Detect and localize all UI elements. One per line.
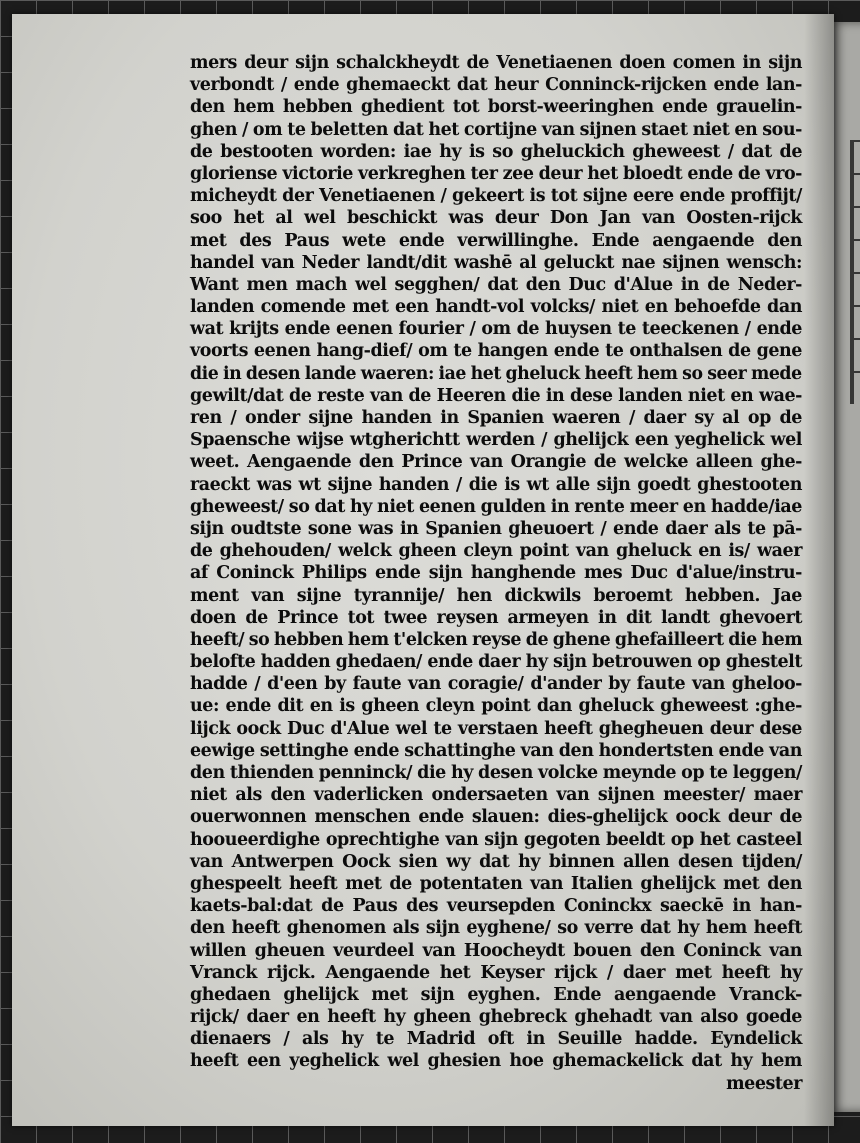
text-line: met des Paus wete ende verwillinghe. Ende aengaende den [190, 230, 802, 251]
adjacent-page-glyph [850, 140, 860, 173]
text-line: handel van Neder landt/dit washē al geluckt nae sijnen wensch: [190, 252, 802, 273]
text-line: eewige settinghe ende schattinghe van den hondertsten ende van [190, 740, 802, 761]
adjacent-page-glyph [850, 272, 860, 305]
text-line: af Coninck Philips ende sijn hanghende mes Duc d'alue/instru- [190, 563, 802, 584]
text-line: belofte hadden ghedaen/ ende daer hy sijn betrouwen op ghestelt [190, 652, 802, 673]
text-line: rijck/ daer en heeft hy gheen ghebreck ghehadt van also goede [190, 1007, 802, 1028]
adjacent-page-glyph [850, 371, 860, 404]
text-line: van Antwerpen Oock sien wy dat hy binnen allen desen tijden/ [190, 851, 802, 872]
text-line: sijn oudtste sone was in Spanien gheuoert / ende daer als te pā- [190, 518, 802, 539]
text-line: hadde / d'een by faute van coragie/ d'ander by faute van gheloo- [190, 674, 802, 695]
text-line: Spaensche wijse wtgherichtt werden / ghelijck een yeghelick wel [190, 430, 802, 451]
text-line: doen de Prince tot twee reysen armeyen in dit landt ghevoert [190, 607, 802, 628]
text-line: den heeft ghenomen als sijn eyghene/ so verre dat hy hem heeft [190, 918, 802, 939]
text-line: niet als den vaderlicken ondersaeten van sijnen meester/ maer [190, 785, 802, 806]
text-line: willen gheuen veurdeel van Hoocheydt bouen den Coninck van [190, 940, 802, 961]
text-line: weet. Aengaende den Prince van Orangie de welcke alleen ghe- [190, 452, 802, 473]
text-line: gewilt/dat de reste van de Heeren die in dese landen niet en wae- [190, 385, 802, 406]
text-line: den hem hebben ghedient tot borst-weeringhen ende grauelin- [190, 97, 802, 118]
text-line: ghespeelt heeft met de potentaten van Italien ghelijck met den [190, 873, 802, 894]
text-line: verbondt / ende ghemaeckt dat heur Conninck-rijcken ende lan- [190, 75, 802, 96]
text-line: kaets-bal:dat de Paus des veursepden Coninckx saeckē in han- [190, 896, 802, 917]
text-line: de bestooten worden: iae hy is so gheluckich gheweest / dat de [190, 141, 802, 162]
text-line: gloriense victorie verkreghen ter zee deur het bloedt ende de vro- [190, 163, 802, 184]
text-line: ghedaen ghelijck met sijn eyghen. Ende aengaende Vranck- [190, 984, 802, 1005]
text-line: die in desen lande waeren: iae het gheluck heeft hem so seer mede [190, 363, 802, 384]
text-line: Vranck rijck. Aengaende het Keyser rijck / daer met heeft hy [190, 962, 802, 983]
text-line: Want men mach wel segghen/ dat den Duc d'Alue in de Neder- [190, 274, 802, 295]
adjacent-page-glyph [850, 206, 860, 239]
adjacent-page-glyph [850, 239, 860, 272]
catchword: meester [726, 1073, 802, 1094]
text-line: dienaers / als hy te Madrid oft in Seuille hadde. Eyndelick [190, 1029, 802, 1050]
text-line: ue: ende dit en is gheen cleyn point dan gheluck gheweest :ghe- [190, 696, 802, 717]
adjacent-page-edge [832, 22, 860, 1112]
text-line: micheydt der Venetiaenen / gekeert is tot sijne eere ende proffijt/ [190, 186, 802, 207]
text-line: landen comende met een handt-vol volcks/ niet en behoefde dan [190, 297, 802, 318]
text-line: de ghehouden/ welck gheen cleyn point van gheluck en is/ waer [190, 541, 802, 562]
text-line: hooueerdighe oprechtighe van sijn gegoten beeldt op het casteel [190, 829, 802, 850]
text-line: heeft/ so hebben hem t'elcken reyse de ghene ghefailleert die hem [190, 629, 803, 650]
text-line: mers deur sijn schalckheydt de Venetiaenen doen comen in sijn [190, 53, 802, 73]
text-line: heeft een yeghelick wel ghesien hoe ghemackelick dat hy hem [190, 1051, 802, 1072]
book-page [12, 14, 834, 1126]
text-line: voorts eenen hang-dief/ om te hangen ende te onthalsen de gene [190, 341, 802, 362]
adjacent-page-glyph [850, 173, 860, 206]
text-line: ment van sijne tyrannije/ hen dickwils beroemt hebben. Jae [190, 585, 802, 606]
text-line: gheweest/ so dat hy niet eenen gulden in rente meer en hadde/iae [190, 496, 802, 517]
text-line: soo het al wel beschickt was deur Don Jan van Oosten-rijck [190, 208, 802, 229]
text-line: lijck oock Duc d'Alue wel te verstaen heeft ghegheuen deur dese [190, 718, 802, 739]
adjacent-page-glyph [850, 338, 860, 371]
text-line: ren / onder sijne handen in Spanien waeren / daer sy al op de [190, 408, 802, 428]
text-line: wat krijts ende eenen fourier / om de huysen te teeckenen / ende [190, 319, 802, 340]
adjacent-page-glyph [850, 305, 860, 338]
page-text-block [190, 52, 802, 1095]
text-line: ghen / om te beletten dat het cortijne van sijnen staet niet en sou- [190, 119, 802, 140]
text-line: den thienden penninck/ die hy desen volcke meynde op te leggen/ [190, 763, 802, 783]
text-line: raeckt was wt sijne handen / die is wt alle sijn goedt ghestooten [190, 474, 802, 495]
text-line: ouerwonnen menschen ende slauen: dies-ghelijck oock deur de [190, 807, 802, 828]
